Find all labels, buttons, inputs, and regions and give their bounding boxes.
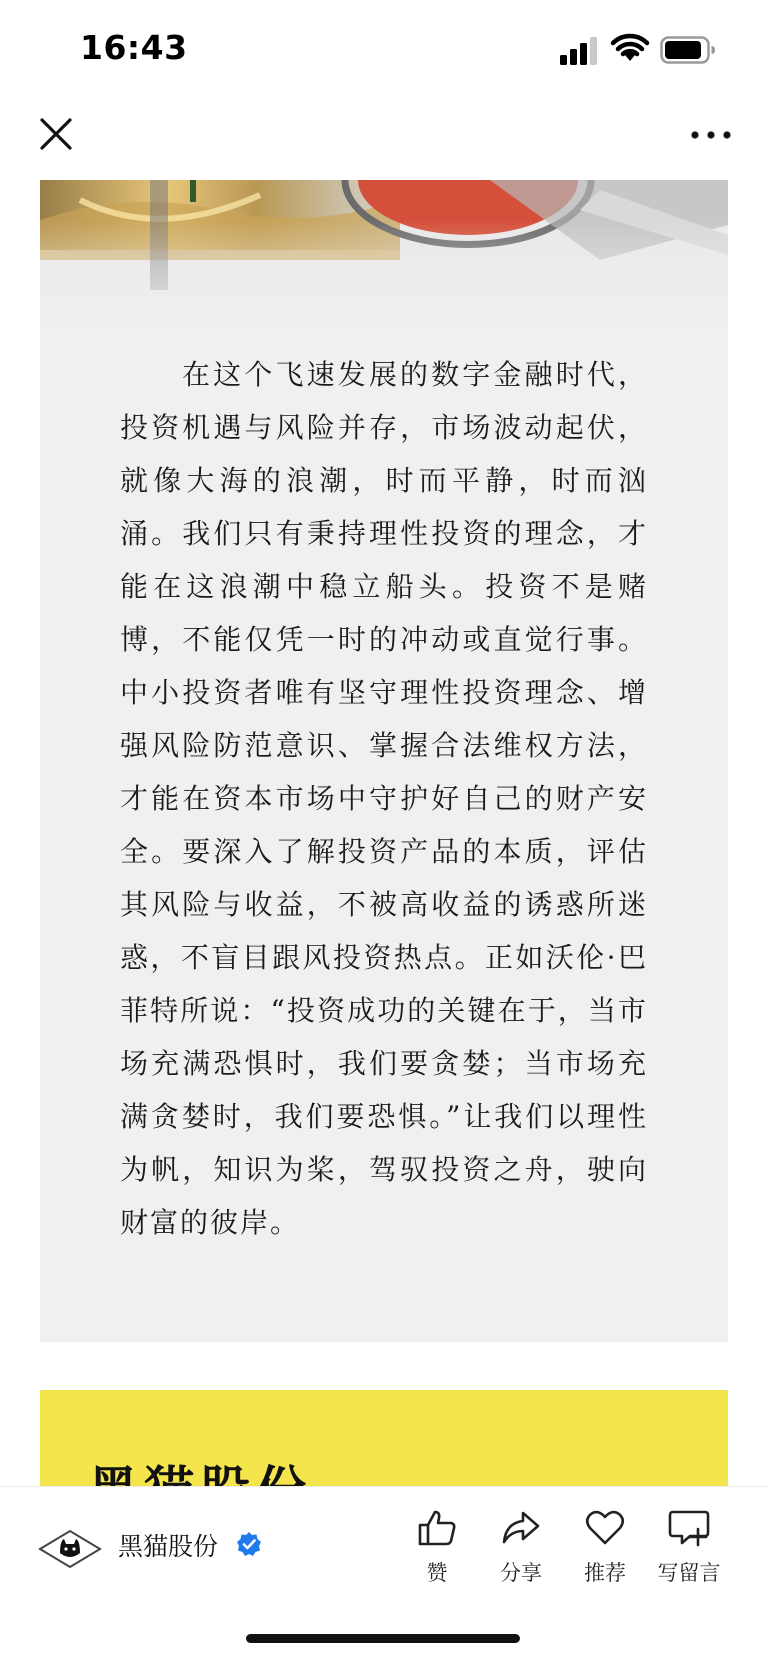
battery-icon <box>660 36 716 64</box>
heart-icon <box>585 1509 625 1547</box>
more-icon[interactable] <box>688 120 734 150</box>
article-image <box>40 180 728 1342</box>
share-label: 分享 <box>500 1561 542 1585</box>
wifi-icon <box>612 35 648 65</box>
comment-icon <box>668 1509 710 1547</box>
nav-bar <box>0 100 768 181</box>
comment-label: 写留言 <box>657 1561 721 1585</box>
recommend-label: 推荐 <box>584 1561 626 1585</box>
bottom-action-bar <box>0 1486 768 1664</box>
like-label: 赞 <box>426 1561 448 1585</box>
account-name[interactable]: 黑猫股份 <box>118 1532 219 1561</box>
thumbs-up-icon <box>417 1509 457 1547</box>
image-header-graphic <box>40 180 728 340</box>
status-bar <box>0 0 768 100</box>
close-icon[interactable] <box>36 114 76 154</box>
article-content <box>0 180 768 1486</box>
home-indicator[interactable] <box>246 1634 520 1643</box>
account-logo[interactable] <box>38 1529 102 1569</box>
like-button[interactable] <box>392 1509 482 1589</box>
status-time: 16:43 <box>80 28 188 67</box>
next-section-banner <box>40 1390 728 1490</box>
article-paragraph: 在这个飞速发展的数字金融时代，投资机遇与风险并存，市场波动起伏，就像大海的浪潮，时而平静，时而汹涌。我们只有秉持理性投资的理念，才能在这浪潮中稳立船头。投资不是赌博，不能仅凭一时的冲动或直觉行事。中小投资者唯有坚守理性投资理念、增强风险防范意识、掌握合法维权方法，才能在资本市场中守护好自己的财产安全。要深入了解投资产品的本质，评估其风险与收益，不被高收益的诱惑所迷惑，不盲目跟风投资热点。正如沃伦·巴菲特所说：“投资成功的关键在于，当市场充满恐惧时，我们要贪婪；当市场充满贪婪时，我们要恐惧。”让我们以理性为帆，知识为桨，驾驭投资之舟，驶向财富的彼岸。 <box>120 358 648 1239</box>
comment-button[interactable] <box>644 1509 734 1589</box>
verified-badge-icon <box>236 1531 262 1557</box>
recommend-button[interactable] <box>560 1509 650 1589</box>
share-icon <box>501 1509 541 1547</box>
cellular-signal-icon <box>560 37 600 65</box>
share-button[interactable] <box>476 1509 566 1589</box>
